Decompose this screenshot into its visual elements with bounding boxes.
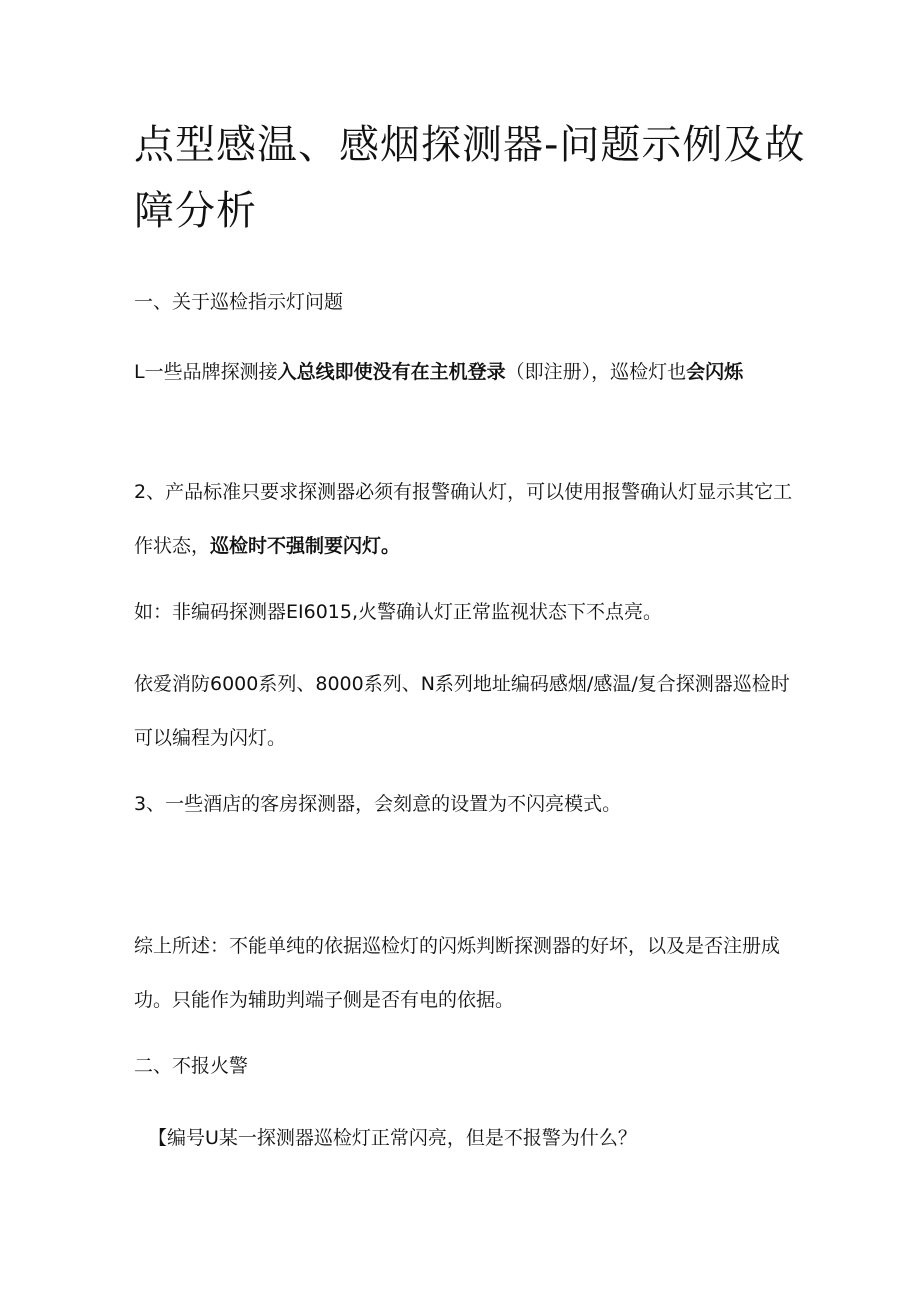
paragraph-example-1: 如：非编码探测器EI6015,火警确认灯正常监视状态下不点亮。 — [134, 601, 663, 623]
paragraph-example-2: 依爱消防6000系列、8000系列、N系列地址编码感烟/感温/复合探测器巡检时可以编程为闪灯。 — [134, 673, 790, 749]
item-1-bold-2: 会闪烁 — [686, 361, 744, 383]
item-2-bold: 巡检时不强制要闪灯。 — [210, 535, 401, 557]
item-1-middle: （即注册），巡检灯也 — [505, 361, 687, 383]
item-2-text: 2、产品标准只要求探测器必须有报警确认灯，可以使用报警确认灯显示其它工作状态， — [134, 481, 793, 557]
paragraph-item-2 — [134, 465, 794, 573]
section-heading-no-fire-alarm: 二、不报火警 — [134, 1055, 249, 1077]
item-1-bold-1: 入总线即使没有在主机登录 — [277, 361, 506, 383]
paragraph-question: 【编号U某一探测器巡检灯正常闪亮，但是不报警为什么？ — [148, 1127, 637, 1149]
section-heading-patrol-light: 一、关于巡检指示灯问题 — [134, 291, 344, 313]
item-1-prefix: L一些品牌探测接 — [134, 361, 278, 383]
document-title: 点型感温、感烟探测器-问题示例及故障分析 — [134, 122, 806, 234]
paragraph-summary: 综上所述：不能单纯的依据巡检灯的闪烁判断探测器的好坏，以及是否注册成功。只能作为辅助判端子侧是否有电的依据。 — [134, 935, 781, 1011]
paragraph-item-3: 3、一些酒店的客房探测器，会刻意的设置为不闪亮模式。 — [134, 793, 622, 815]
paragraph-item-1 — [134, 345, 794, 399]
